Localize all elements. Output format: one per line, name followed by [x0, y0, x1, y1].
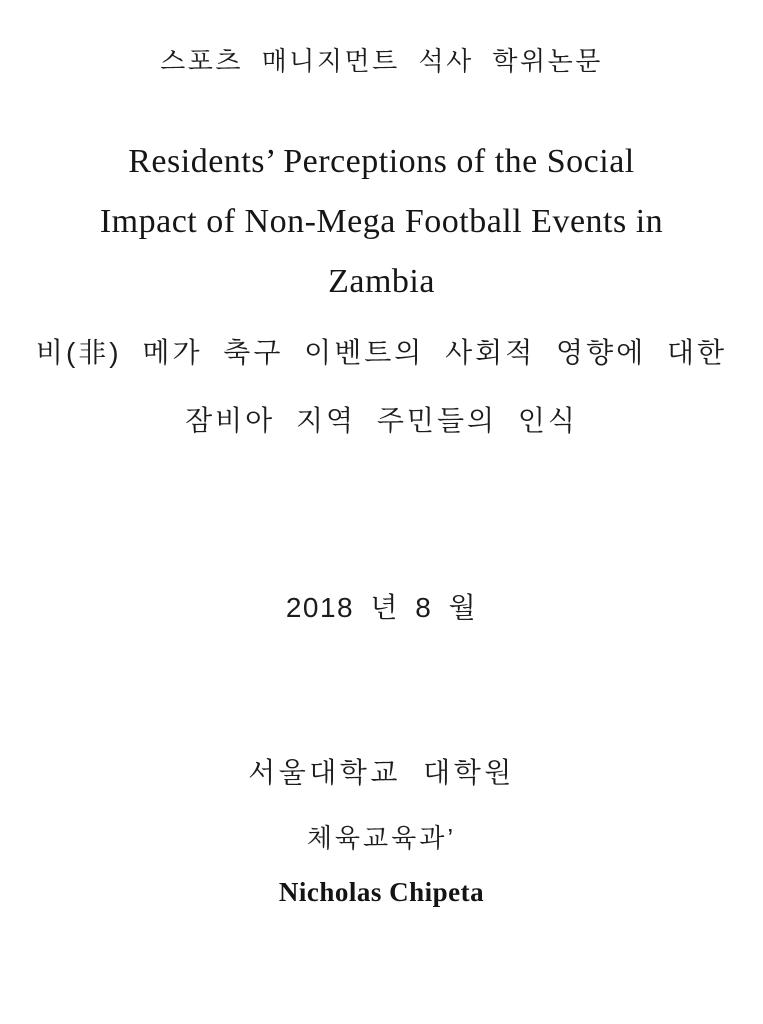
english-title-line-2: Impact of Non-Mega Football Events in [99, 203, 664, 240]
publication-date: 2018 년 8 월 [285, 592, 478, 623]
english-title-line-3: Zambia [328, 263, 435, 300]
korean-title-line-2: 잠비아 지역 주민들의 인식 [185, 405, 578, 436]
author-name: Nicholas Chipeta [278, 877, 485, 907]
english-title-line-1: Residents’ Perceptions of the Social [128, 143, 635, 180]
department-name: 체육교육과’ [306, 823, 457, 853]
thesis-type-label: 스포츠 매니지먼트 석사 학위논문 [160, 46, 603, 76]
university-name: 서울대학교 대학원 [248, 757, 515, 788]
korean-title-line-1: 비(非) 메가 축구 이벤트의 사회적 영향에 대한 [35, 337, 728, 368]
english-title [0, 132, 763, 312]
